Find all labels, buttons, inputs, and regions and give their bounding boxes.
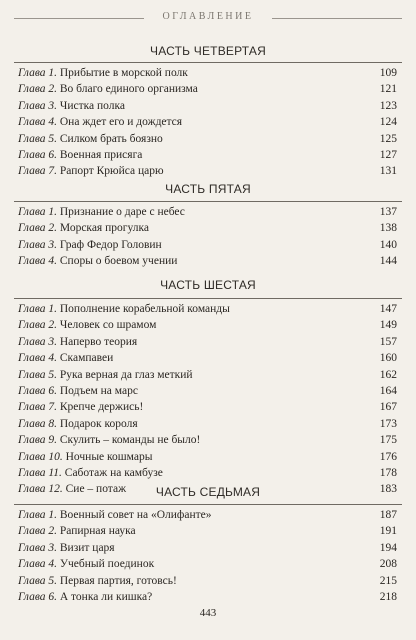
chapter-page-number: 144 <box>379 255 397 268</box>
toc-entry <box>18 204 397 220</box>
chapter-title: Подарок короля <box>59 417 138 430</box>
chapter-label: Глава 5. <box>18 368 57 381</box>
chapter-label: Глава 1. <box>18 303 57 315</box>
chapter-label: Глава 3. <box>18 238 57 251</box>
toc-entry <box>18 65 397 81</box>
chapter-page-number: 167 <box>379 401 397 414</box>
chapter-label: Глава 2. <box>18 319 57 332</box>
chapter-page-number: 162 <box>379 368 397 381</box>
chapter-page-number: 147 <box>379 303 397 315</box>
chapter-page-number: 140 <box>379 238 397 251</box>
chapter-label: Глава 4. <box>18 352 57 365</box>
part-title: ЧАСТЬ ЧЕТВЕРТАЯ <box>150 44 266 58</box>
chapter-title: Рапирная наука <box>59 525 136 538</box>
chapter-page-number: 208 <box>379 558 397 571</box>
chapter-title: Рапорт Крюйса царю <box>59 165 164 178</box>
chapter-page-number: 137 <box>379 206 397 218</box>
toc-entry <box>18 81 397 97</box>
toc-entry <box>18 573 397 589</box>
chapter-page-number: 127 <box>379 148 397 161</box>
chapter-page-number: 187 <box>379 509 397 521</box>
chapter-title: Морская прогулка <box>59 222 149 235</box>
chapter-label: Глава 5. <box>18 132 57 145</box>
toc-entry <box>18 98 397 114</box>
part-divider <box>14 298 402 299</box>
chapter-page-number: 109 <box>379 67 397 79</box>
toc-entry <box>18 383 397 399</box>
part-divider <box>14 504 402 505</box>
chapter-list <box>18 65 397 180</box>
header-rule-right <box>272 18 402 19</box>
chapter-label: Глава 1. <box>18 206 57 218</box>
toc-entry <box>18 367 397 383</box>
chapter-title: Крепче держись! <box>59 401 144 414</box>
chapter-title: Человек со шрамом <box>59 319 157 332</box>
toc-entry <box>18 253 397 269</box>
chapter-page-number: 149 <box>379 319 397 332</box>
chapter-title: Пополнение корабельной команды <box>59 303 230 315</box>
chapter-label: Глава 3. <box>18 335 57 348</box>
toc-entry <box>18 449 397 465</box>
toc-entry <box>18 432 397 448</box>
toc-entry <box>18 589 397 605</box>
toc-entry <box>18 163 397 179</box>
chapter-page-number: 173 <box>379 417 397 430</box>
chapter-title: Прибытие в морской полк <box>59 67 188 79</box>
chapter-label: Глава 7. <box>18 401 57 414</box>
chapter-label: Глава 2. <box>18 83 57 96</box>
chapter-title: Учебный поединок <box>59 558 155 571</box>
chapter-title: Ночные кошмары <box>65 450 153 463</box>
chapter-label: Глава 7. <box>18 165 57 178</box>
chapter-label: Глава 4. <box>18 558 57 571</box>
chapter-page-number: 176 <box>379 450 397 463</box>
chapter-title: Визит царя <box>59 541 115 554</box>
chapter-title: Силком брать боязно <box>59 132 163 145</box>
chapter-label: Глава 4. <box>18 255 57 268</box>
chapter-page-number: 157 <box>379 335 397 348</box>
chapter-title: Первая партия, готовсь! <box>59 574 177 587</box>
chapter-page-number: 125 <box>379 132 397 145</box>
toc-entry <box>18 114 397 130</box>
chapter-title: Споры о боевом учении <box>59 255 178 268</box>
chapter-list <box>18 301 397 498</box>
chapter-title: Военный совет на «Олифанте» <box>59 509 212 521</box>
toc-entry <box>18 465 397 481</box>
chapter-label: Глава 8. <box>18 417 57 430</box>
toc-entry <box>18 334 397 350</box>
running-header <box>14 10 402 26</box>
chapter-label: Глава 6. <box>18 590 57 603</box>
chapter-label: Глава 2. <box>18 525 57 538</box>
chapter-page-number: 178 <box>379 466 397 479</box>
chapter-page-number: 160 <box>379 352 397 365</box>
chapter-page-number: 183 <box>379 483 397 496</box>
chapter-label: Глава 3. <box>18 99 57 112</box>
chapter-list <box>18 204 397 270</box>
chapter-page-number: 138 <box>379 222 397 235</box>
chapter-page-number: 164 <box>379 384 397 397</box>
chapter-page-number: 218 <box>379 590 397 603</box>
chapter-page-number: 191 <box>379 525 397 538</box>
toc-entry <box>18 147 397 163</box>
chapter-label: Глава 6. <box>18 148 57 161</box>
chapter-page-number: 215 <box>379 574 397 587</box>
chapter-title: Подъем на марс <box>59 384 138 397</box>
chapter-title: Наперво теория <box>59 335 138 348</box>
chapter-label: Глава 10. <box>18 450 63 463</box>
chapter-title: Скампавеи <box>59 352 114 365</box>
chapter-title: Саботаж на камбузе <box>64 466 163 479</box>
chapter-title: Граф Федор Головин <box>59 238 162 251</box>
part-title: ЧАСТЬ СЕДЬМАЯ <box>155 485 261 499</box>
chapter-label: Глава 2. <box>18 222 57 235</box>
chapter-label: Глава 5. <box>18 574 57 587</box>
toc-entry <box>18 507 397 523</box>
toc-entry <box>18 317 397 333</box>
chapter-page-number: 121 <box>379 83 397 96</box>
chapter-page-number: 175 <box>379 434 397 447</box>
chapter-label: Глава 4. <box>18 116 57 129</box>
chapter-title: Во благо единого организма <box>59 83 198 96</box>
toc-entry <box>18 350 397 366</box>
chapter-page-number: 124 <box>379 116 397 129</box>
part-title: ЧАСТЬ ШЕСТАЯ <box>160 278 256 292</box>
toc-entry <box>18 523 397 539</box>
toc-entry <box>18 301 397 317</box>
chapter-page-number: 194 <box>379 541 397 554</box>
chapter-title: Чистка полка <box>59 99 126 112</box>
toc-entry <box>18 540 397 556</box>
part-title: ЧАСТЬ ПЯТАЯ <box>165 182 251 196</box>
toc-entry <box>18 556 397 572</box>
toc-entry <box>18 131 397 147</box>
chapter-label: Глава 9. <box>18 434 57 447</box>
chapter-list <box>18 507 397 605</box>
chapter-title: Она ждет его и дождется <box>59 116 183 129</box>
page-number: 443 <box>199 607 217 619</box>
toc-entry <box>18 416 397 432</box>
part-divider <box>14 201 402 202</box>
chapter-title: Военная присяга <box>59 148 143 161</box>
chapter-label: Глава 12. <box>18 483 63 496</box>
chapter-label: Глава 11. <box>18 466 62 479</box>
toc-entry <box>18 237 397 253</box>
chapter-title: Признание о даре с небес <box>59 206 185 218</box>
toc-entry <box>18 399 397 415</box>
chapter-label: Глава 3. <box>18 541 57 554</box>
chapter-title: Сие – потаж <box>65 483 127 496</box>
chapter-title: Рука верная да глаз меткий <box>59 368 193 381</box>
header-title: ОГЛАВЛЕНИЕ <box>162 11 254 22</box>
part-divider <box>14 62 402 63</box>
chapter-title: А тонка ли кишка? <box>59 590 153 603</box>
chapter-page-number: 131 <box>379 165 397 178</box>
toc-entry <box>18 220 397 236</box>
chapter-page-number: 123 <box>379 99 397 112</box>
chapter-label: Глава 1. <box>18 67 57 79</box>
chapter-title: Скулить – команды не было! <box>59 434 201 447</box>
chapter-label: Глава 1. <box>18 509 57 521</box>
chapter-label: Глава 6. <box>18 384 57 397</box>
